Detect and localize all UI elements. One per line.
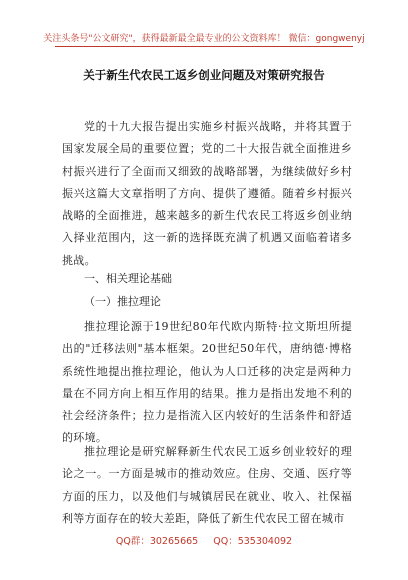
footer-qq-group: QQ群：30265665 — [115, 536, 199, 547]
subsection-heading: （一）推拉理论 — [84, 295, 161, 308]
paragraph-push-pull-application: 推拉理论是研究解释新生代农民工返乡创业较好的理论之一。一方面是城市的推动效应。住房、交通、医疗等方面的压力，以及他们与城镇居民在就业、收入、社保福利等方面存在的较大差距，降低了新生代农民工留在城市 — [62, 445, 352, 525]
document-title: 关于新生代农民工返乡创业问题及对策研究报告 — [83, 68, 325, 82]
header-divider — [55, 46, 353, 47]
paragraph-push-pull-theory: 推拉理论源于19世纪80年代欧内斯特·拉文斯坦所提出的"迁移法则"基本框架。20世纪50年代，唐纳德·博格系统性地提出推拉理论，他认为人口迁移的决定是两种力量在不同方向上相互作用的结果。推力是指出发地不利的社会经济条件；拉力是指流入区内较好的生活条件和舒适的环境。 — [62, 320, 352, 445]
section-heading: 一、相关理论基础 — [84, 272, 172, 285]
footer-qq: QQ：535304092 — [213, 536, 293, 547]
paragraph-intro: 党的十九大报告提出实施乡村振兴战略，并将其置于国家发展全局的重要位置；党的二十大报告就全面推进乡村振兴进行了全面而又细致的战略部署，为继续做好乡村振兴这篇大文章指明了方向、提供了遵循。随着乡村振兴战略的全面推进，越来越多的新生代农民工将返乡创业纳入择业范围内，这一新的选择既充满了机遇又面临着诸多挑战。 — [62, 120, 352, 267]
footer-contact — [0, 533, 408, 547]
header-promo-note: 关注头条号"公文研究"，获得最新最全最专业的公文资料库！ 微信：gongwenyj — [43, 34, 365, 44]
